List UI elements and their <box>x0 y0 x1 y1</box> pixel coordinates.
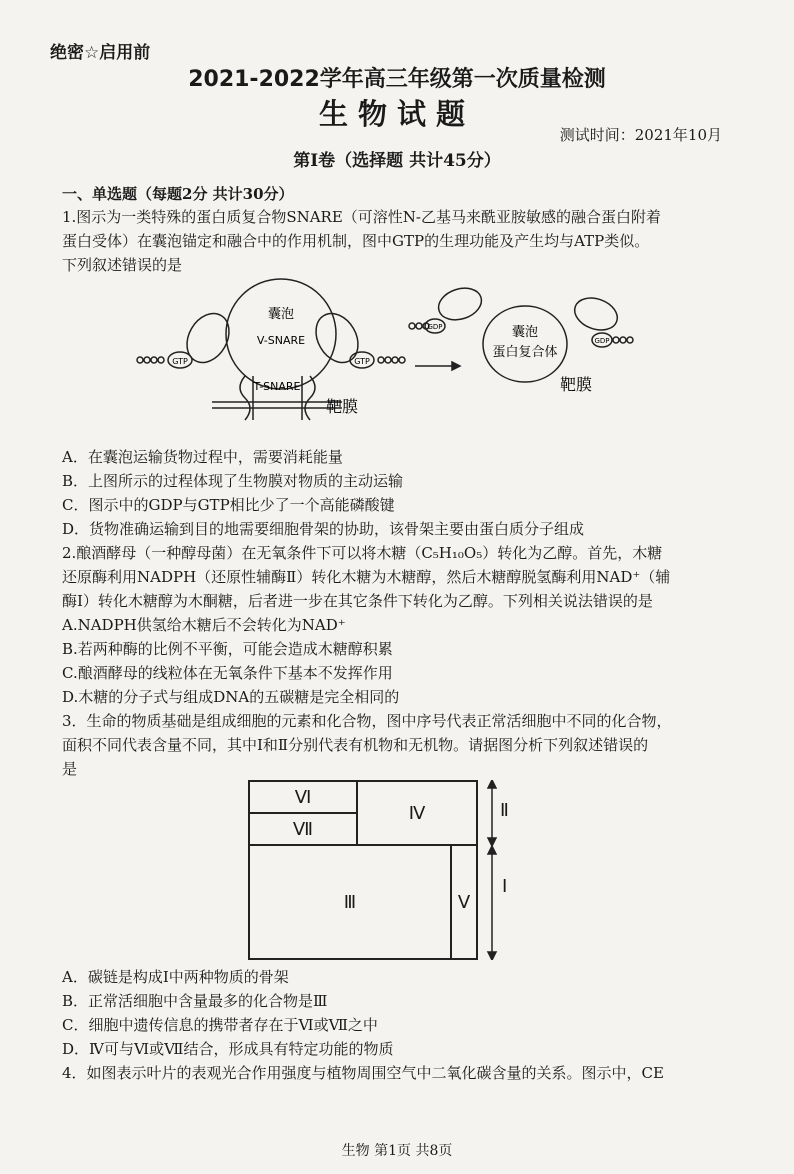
v-snare-label: V-SNARE <box>256 334 306 347</box>
q3-line-3: 是 <box>62 760 78 778</box>
q1-option-d: D．货物准确运输到目的地需要细胞骨架的协助，该骨架主要由蛋白质分子组成 <box>62 520 585 538</box>
region-vii: Ⅶ <box>248 812 358 846</box>
complex-label-2: 蛋白复合体 <box>492 345 558 360</box>
region-iii: Ⅲ <box>248 844 452 960</box>
q1-line-1: 1.图示为一类特殊的蛋白质复合物SNARE（可溶性N-乙基马来酰亚胺敏感的融合蛋白附着 <box>62 208 661 226</box>
region-v: Ⅴ <box>450 844 478 960</box>
q1-option-b: B．上图所示的过程体现了生物膜对物质的主动运输 <box>62 472 404 490</box>
target-membrane-right-label: 靶膜 <box>560 375 593 394</box>
q2-line-3: 酶Ⅰ）转化木糖醇为木酮糖，后者进一步在其它条件下转化为乙醇。下列相关说法错误的是 <box>62 592 653 610</box>
q3-option-d: D．Ⅳ可与Ⅵ或Ⅶ结合，形成具有特定功能的物质 <box>62 1040 394 1058</box>
test-time: 测试时间：2021年10月 <box>559 126 722 144</box>
section-heading: 一、单选题（每题2分 共计30分） <box>62 185 294 203</box>
q3-option-a: A．碳链是构成Ⅰ中两种物质的骨架 <box>62 968 289 986</box>
page-footer: 生物 第1页 共8页 <box>341 1143 453 1159</box>
complex-label-1: 囊泡 <box>511 325 539 340</box>
q1-option-a: A．在囊泡运输货物过程中，需要消耗能量 <box>62 448 343 466</box>
q2-option-c: C.酿酒酵母的线粒体在无氧条件下基本不发挥作用 <box>62 664 393 682</box>
gdp-left-label: GDP <box>427 323 443 331</box>
gtp-right-label: GTP <box>354 357 370 366</box>
gtp-left-label: GTP <box>172 357 188 366</box>
subject-title: 生物试题 <box>318 97 475 131</box>
vesicle-label: 囊泡 <box>267 307 295 322</box>
volume-heading: 第Ⅰ卷（选择题 共计45分） <box>293 151 501 171</box>
region-iv: Ⅳ <box>356 780 478 846</box>
target-membrane-left-label: 靶膜 <box>326 397 359 416</box>
q4-line-1: 4．如图表示叶片的表观光合作用强度与植物周围空气中二氧化碳含量的关系。图示中，CE <box>62 1064 664 1082</box>
compound-area-diagram <box>248 780 538 960</box>
label-i: Ⅰ <box>502 876 508 896</box>
q3-line-1: 3．生命的物质基础是组成细胞的元素和化合物，图中序号代表正常活细胞中不同的化合物， <box>62 712 672 730</box>
exam-title: 2021-2022学年高三年级第一次质量检测 <box>188 67 606 92</box>
q2-line-2: 还原酶利用NADPH（还原性辅酶Ⅱ）转化木糖为木糖醇，然后木糖醇脱氢酶利用NAD⁺（辅 <box>62 568 671 586</box>
t-snare-label: T-SNARE <box>253 380 301 393</box>
q2-option-a: A.NADPH供氢给木糖后不会转化为NAD⁺ <box>62 616 346 634</box>
gdp-right-label: GDP <box>594 337 610 345</box>
snare-diagram <box>130 276 650 446</box>
q2-line-1: 2.酿酒酵母（一种醇母菌）在无氧条件下可以将木糖（C₅H₁₀O₅）转化为乙醇。首先，木糖 <box>62 544 663 562</box>
q1-line-2: 蛋白受体）在囊泡锚定和融合中的作用机制，图中GTP的生理功能及产生均与ATP类似。 <box>62 232 650 250</box>
q3-line-2: 面积不同代表含量不同，其中Ⅰ和Ⅱ分别代表有机物和无机物。请据图分析下列叙述错误的 <box>62 736 649 754</box>
q3-option-b: B．正常活细胞中含量最多的化合物是Ⅲ <box>62 992 328 1010</box>
confidential-mark: 绝密☆启用前 <box>50 43 151 63</box>
q3-option-c: C．细胞中遗传信息的携带者存在于Ⅵ或Ⅶ之中 <box>62 1016 378 1034</box>
q1-option-c: C．图示中的GDP与GTP相比少了一个高能磷酸键 <box>62 496 395 514</box>
q2-option-d: D.木糖的分子式与组成DNA的五碳糖是完全相同的 <box>62 688 400 706</box>
q1-line-3: 下列叙述错误的是 <box>62 256 183 274</box>
q2-option-b: B.若两种酶的比例不平衡，可能会造成木糖醇积累 <box>62 640 393 658</box>
bracket-arrows <box>482 780 538 960</box>
region-vi: Ⅵ <box>248 780 358 814</box>
label-ii: Ⅱ <box>500 800 509 820</box>
